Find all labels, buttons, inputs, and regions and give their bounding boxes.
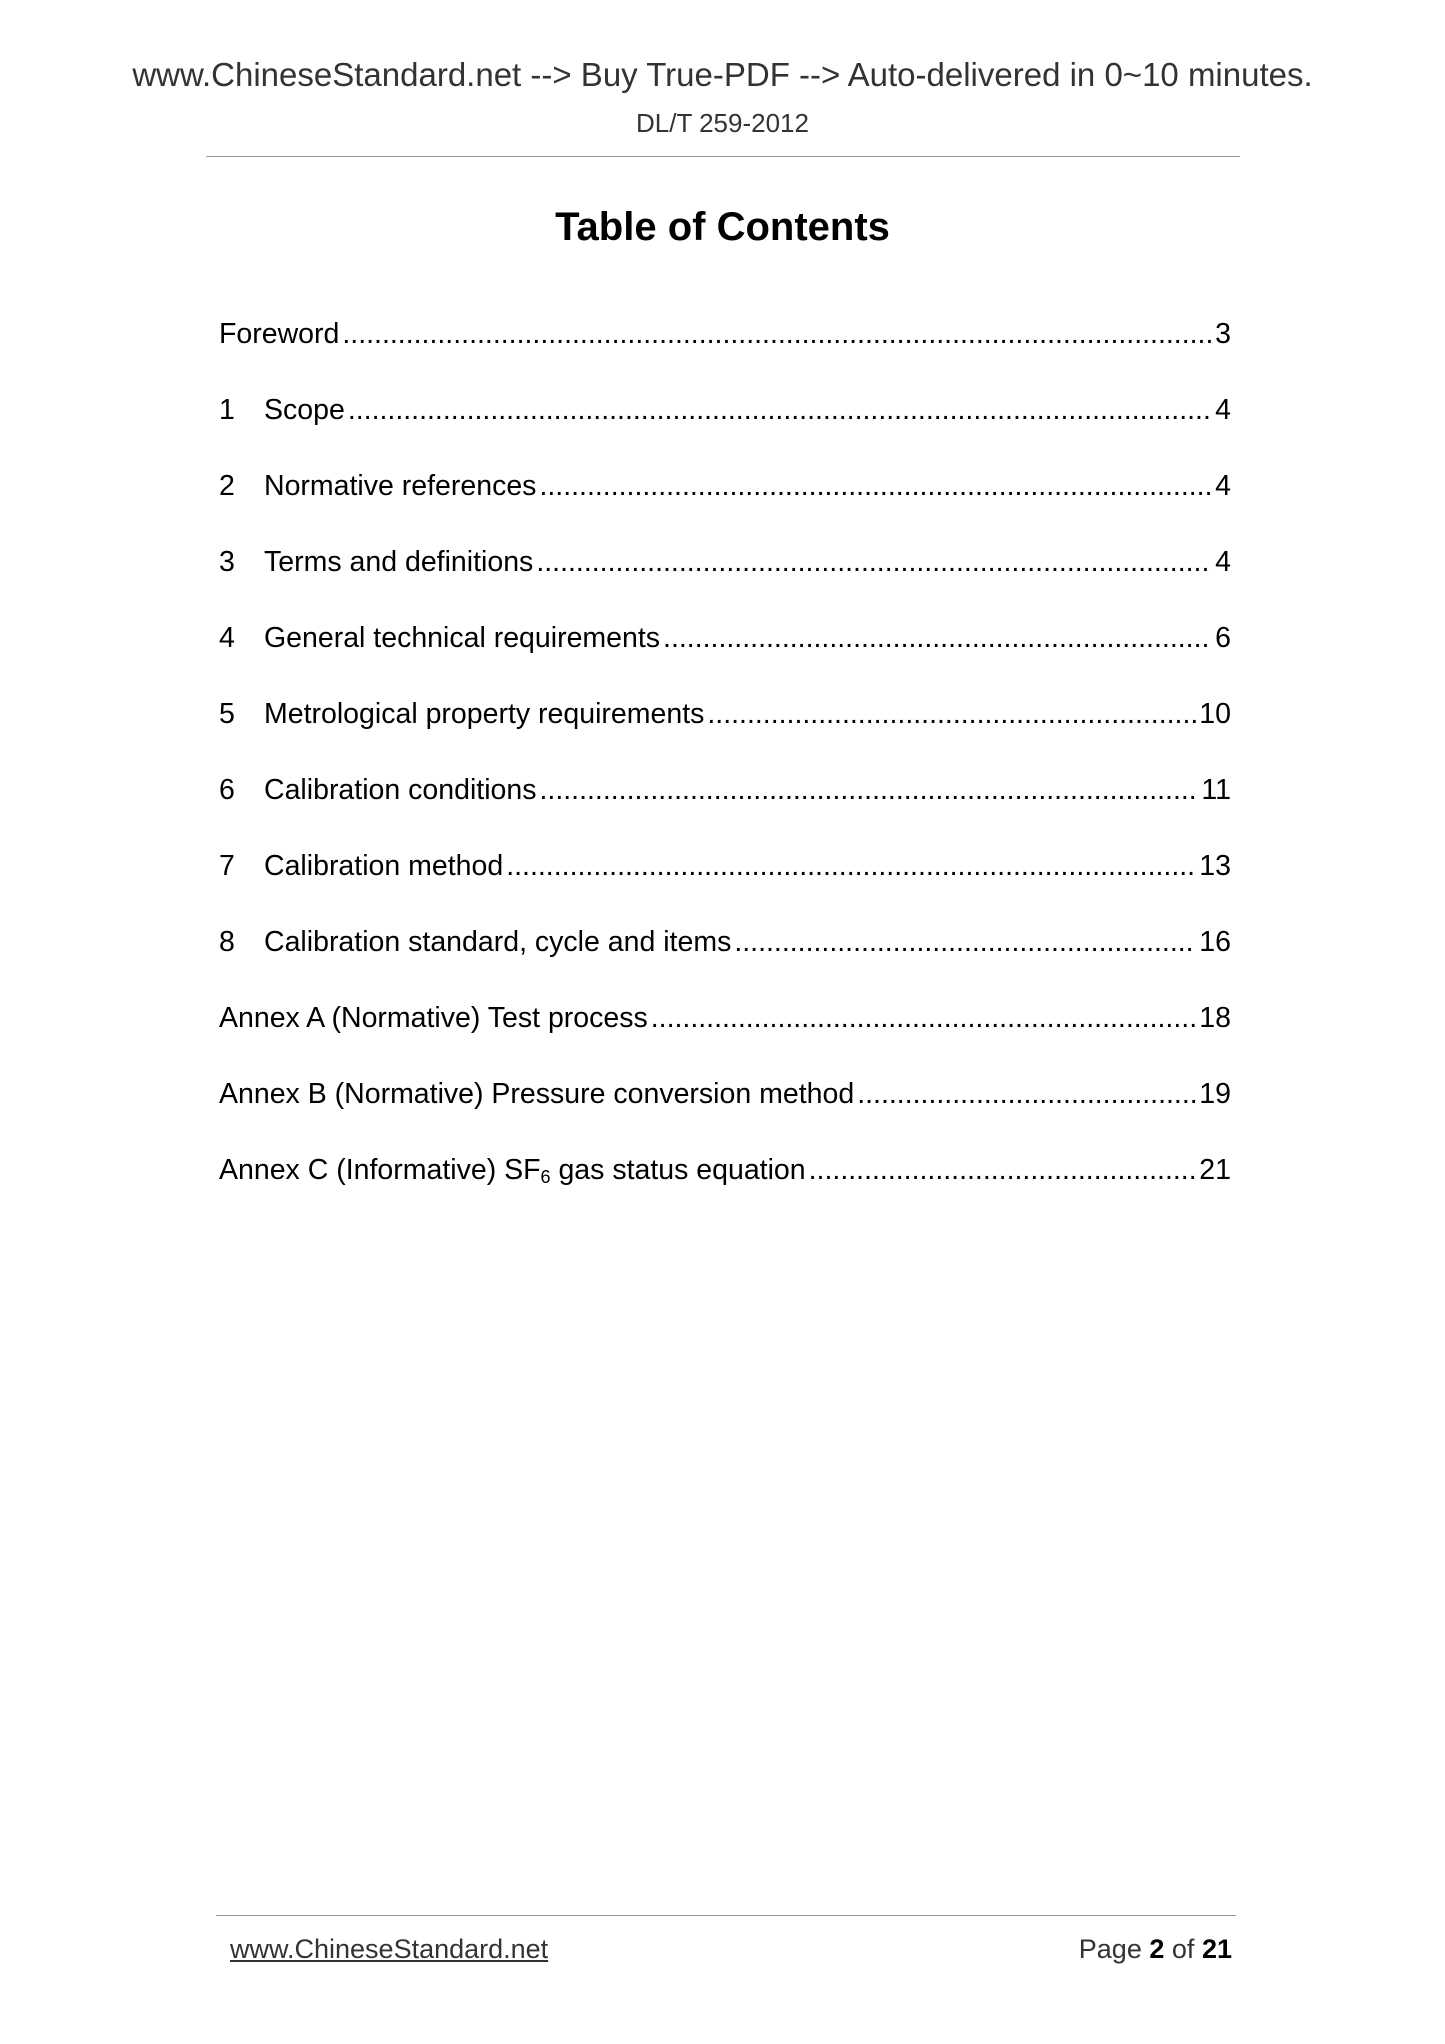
toc-entry-page: 4 bbox=[1215, 470, 1231, 502]
toc-entry-label: Metrological property requirements bbox=[264, 698, 705, 730]
toc-entry-metrological-property[interactable] bbox=[219, 698, 1231, 774]
toc-dot-leader bbox=[857, 1078, 1196, 1111]
toc-entry-page: 18 bbox=[1199, 1002, 1231, 1034]
toc-entry-foreword[interactable] bbox=[219, 318, 1231, 394]
toc-entry-annex-c[interactable] bbox=[219, 1154, 1231, 1230]
toc-entry-calibration-method[interactable] bbox=[219, 850, 1231, 926]
toc-entry-label-post: gas status equation bbox=[550, 1154, 806, 1186]
toc-dot-leader bbox=[663, 622, 1212, 655]
toc-entry-label bbox=[219, 1154, 806, 1187]
toc-entry-normative-references[interactable] bbox=[219, 470, 1231, 546]
footer-page-total: 21 bbox=[1201, 1934, 1232, 1964]
toc-entry-page: 4 bbox=[1215, 546, 1231, 578]
toc-entry-scope[interactable] bbox=[219, 394, 1231, 470]
toc-entry-number: 7 bbox=[219, 850, 235, 882]
toc-dot-leader bbox=[536, 546, 1212, 579]
toc-entry-calibration-conditions[interactable] bbox=[219, 774, 1231, 850]
toc-dot-leader bbox=[506, 850, 1196, 883]
toc-entry-general-technical-requirements[interactable] bbox=[219, 622, 1231, 698]
toc-entry-number: 2 bbox=[219, 470, 235, 502]
footer-of-word: of bbox=[1171, 1934, 1195, 1964]
toc-dot-leader bbox=[651, 1002, 1197, 1035]
toc-dot-leader bbox=[734, 926, 1196, 959]
toc-dot-leader bbox=[342, 318, 1212, 351]
toc-entry-page: 6 bbox=[1215, 622, 1231, 654]
toc-dot-leader bbox=[540, 774, 1199, 807]
toc-dot-leader bbox=[539, 470, 1212, 503]
document-number: DL/T 259-2012 bbox=[636, 108, 809, 138]
toc-entry-label: Foreword bbox=[219, 318, 340, 350]
toc-entry-annex-b[interactable] bbox=[219, 1078, 1231, 1154]
toc-entry-page: 21 bbox=[1199, 1154, 1231, 1186]
toc-entry-page: 3 bbox=[1215, 318, 1231, 350]
toc-entry-page: 11 bbox=[1201, 774, 1231, 806]
toc-entry-page: 13 bbox=[1199, 850, 1231, 882]
toc-entry-label: Terms and definitions bbox=[264, 546, 534, 578]
toc-entry-page: 16 bbox=[1199, 926, 1231, 958]
toc-entry-calibration-standard[interactable] bbox=[219, 926, 1231, 1002]
toc-dot-leader bbox=[809, 1154, 1197, 1187]
toc-entry-label: Calibration conditions bbox=[264, 774, 537, 806]
toc-entry-annex-a[interactable] bbox=[219, 1002, 1231, 1078]
toc-entry-label: Calibration standard, cycle and items bbox=[264, 926, 732, 958]
toc-dot-leader bbox=[348, 394, 1212, 427]
header-divider bbox=[206, 156, 1240, 157]
toc-dot-leader bbox=[707, 698, 1196, 731]
table-of-contents bbox=[219, 318, 1231, 1230]
header-banner: www.ChineseStandard.net --> Buy True-PDF --> Auto-delivered in 0~10 minutes. bbox=[132, 56, 1313, 93]
toc-entry-label: General technical requirements bbox=[264, 622, 661, 654]
footer-website-link[interactable]: www.ChineseStandard.net bbox=[230, 1934, 549, 1964]
footer-page-word: Page bbox=[1078, 1934, 1142, 1964]
toc-entry-terms-definitions[interactable] bbox=[219, 546, 1231, 622]
toc-entry-number: 1 bbox=[219, 394, 235, 426]
toc-entry-label: Annex B (Normative) Pressure conversion method bbox=[219, 1078, 855, 1110]
toc-entry-label-subscript: 6 bbox=[540, 1167, 551, 1187]
toc-entry-number: 6 bbox=[219, 774, 235, 806]
toc-entry-page: 4 bbox=[1215, 394, 1231, 426]
toc-entry-label: Normative references bbox=[264, 470, 537, 502]
toc-entry-label: Annex A (Normative) Test process bbox=[219, 1002, 648, 1034]
toc-entry-page: 10 bbox=[1199, 698, 1231, 730]
toc-entry-number: 8 bbox=[219, 926, 235, 958]
footer-page-indicator bbox=[1079, 1934, 1232, 1965]
toc-entry-page: 19 bbox=[1199, 1078, 1231, 1110]
toc-entry-label-pre: Annex C (Informative) SF bbox=[219, 1154, 541, 1186]
toc-entry-number: 3 bbox=[219, 546, 235, 578]
footer-divider bbox=[216, 1915, 1236, 1916]
toc-entry-label: Calibration method bbox=[264, 850, 504, 882]
footer-page-current: 2 bbox=[1149, 1934, 1165, 1964]
toc-entry-label: Scope bbox=[264, 394, 345, 426]
page-title: Table of Contents bbox=[555, 205, 890, 249]
toc-entry-number: 4 bbox=[219, 622, 235, 654]
toc-entry-number: 5 bbox=[219, 698, 235, 730]
